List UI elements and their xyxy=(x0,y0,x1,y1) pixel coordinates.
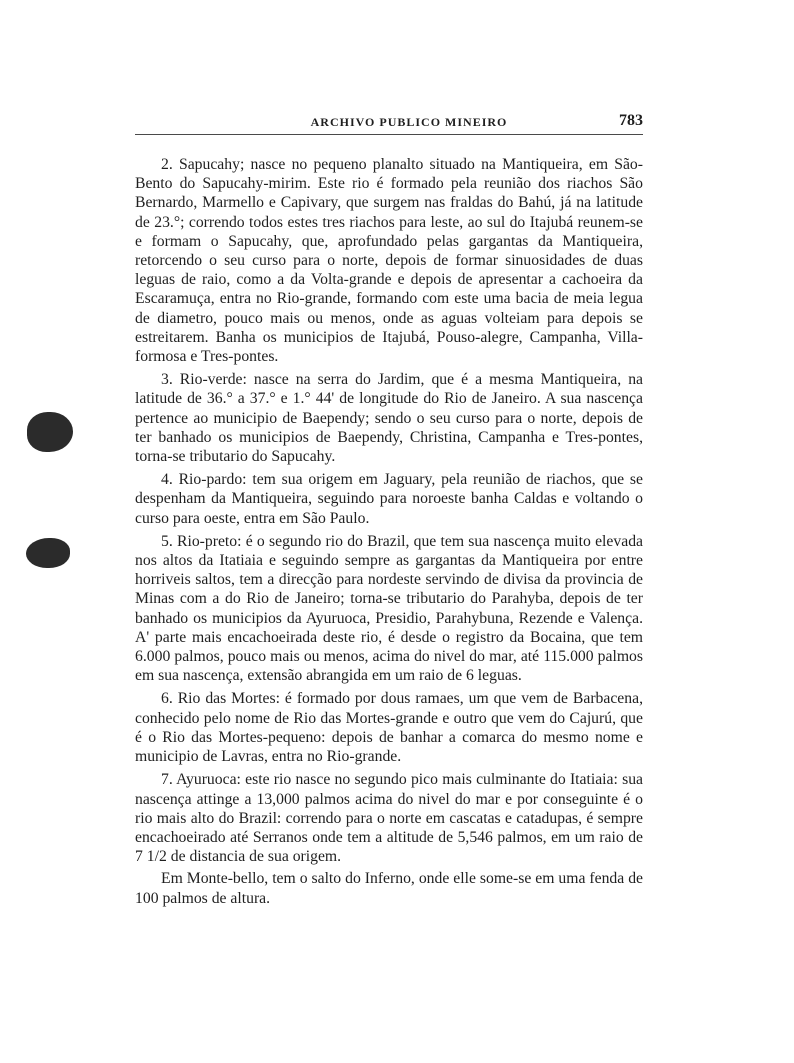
paragraph-ayuruoca: 7. Ayuruoca: este rio nasce no segundo pico mais culminante do Itatiaia: sua nascença attinge a 13,000 palmos acima do nivel do mar e por conseguinte é o rio mais alto do Brazil: correndo para o norte em cascatas e catadupas, é sempre encachoeirado até Serranos onde tem a altitude de 5,546 palmos, em um raio de 7 1/2 de distancia de sua origem. xyxy=(135,771,643,866)
paragraph-rio-verde: 3. Rio-verde: nasce na serra do Jardim, que é a mesma Mantiqueira, na latitude de 36.° a 37.° e 1.° 44' de longitude do Rio de Janeiro. A sua nascença pertence ao municipio de Baependy; sendo o seu curso para o norte, depois de ter banhado os municipios de Baependy, Christina, Campanha e Tres-pontes, torna-se tributario do Sapucahy. xyxy=(135,371,643,466)
page-number: 783 xyxy=(619,112,643,129)
page-header xyxy=(135,112,643,134)
paragraph-sapucahy: 2. Sapucahy; nasce no pequeno planalto situado na Mantiqueira, em São-Bento do Sapucahy-mirim. Este rio é formado pela reunião dos riachos São Bernardo, Marmello e Capivary, que surgem nas fraldas do Bahú, já na latitude de 23.°; correndo todos estes tres riachos para leste, ao sul do Itajubá reunem-se e formam o Sapucahy, que, aprofundado pelas gargantas da Mantiqueira, retorcendo o seu curso para o norte, depois de formar sinuosidades de duas leguas de raio, como a da Volta-grande e depois de apresentar a cachoeira da Escaramuça, entra no Rio-grande, formando com este uma bacia de meia legua de diametro, pouco mais ou menos, onde as aguas volteiam para depois se estreitarem. Banha os municipios de Itajubá, Pouso-alegre, Campanha, Villa-formosa e Tres-pontes. xyxy=(135,156,643,366)
paragraph-rio-das-mortes: 6. Rio das Mortes: é formado por dous ramaes, um que vem de Barbacena, conhecido pelo nome de Rio das Mortes-grande e outro que vem do Cajurú, que é o Rio das Mortes-pequeno: depois de banhar a comarca do mesmo nome e municipio de Lavras, entra no Rio-grande. xyxy=(135,690,643,766)
paragraph-rio-pardo: 4. Rio-pardo: tem sua origem em Jaguary, pela reunião de riachos, que se despenham da Mantiqueira, seguindo para noroeste banha Caldas e voltando o curso para oeste, entra em São Paulo. xyxy=(135,471,643,527)
paragraph-monte-bello: Em Monte-bello, tem o salto do Inferno, onde elle some-se em uma fenda de 100 palmos de altura. xyxy=(135,870,643,907)
running-head: ARCHIVO PUBLICO MINEIRO xyxy=(310,115,508,129)
body-text xyxy=(135,155,643,912)
ink-blot xyxy=(27,412,73,452)
ink-blot xyxy=(26,538,70,568)
header-rule xyxy=(135,134,643,135)
paragraph-rio-preto: 5. Rio-preto: é o segundo rio do Brazil, que tem sua nascença muito elevada nos altos da Itatiaia e seguindo sempre as gargantas da Mantiqueira por entre horriveis saltos, tem a direcção para nordeste servindo de divisa da provincia de Minas com a do Rio de Janeiro; torna-se tributario do Parahyba, depois de ter banhado os municipios da Ayuruoca, Presidio, Parahybuna, Rezende e Valença. A' parte mais encachoeirada deste rio, é desde o registro da Bocaina, que tem 6.000 palmos, pouco mais ou menos, acima do nivel do mar, até 115.000 palmos em sua nascença, extensão abrangida em um raio de 6 leguas. xyxy=(135,532,643,685)
